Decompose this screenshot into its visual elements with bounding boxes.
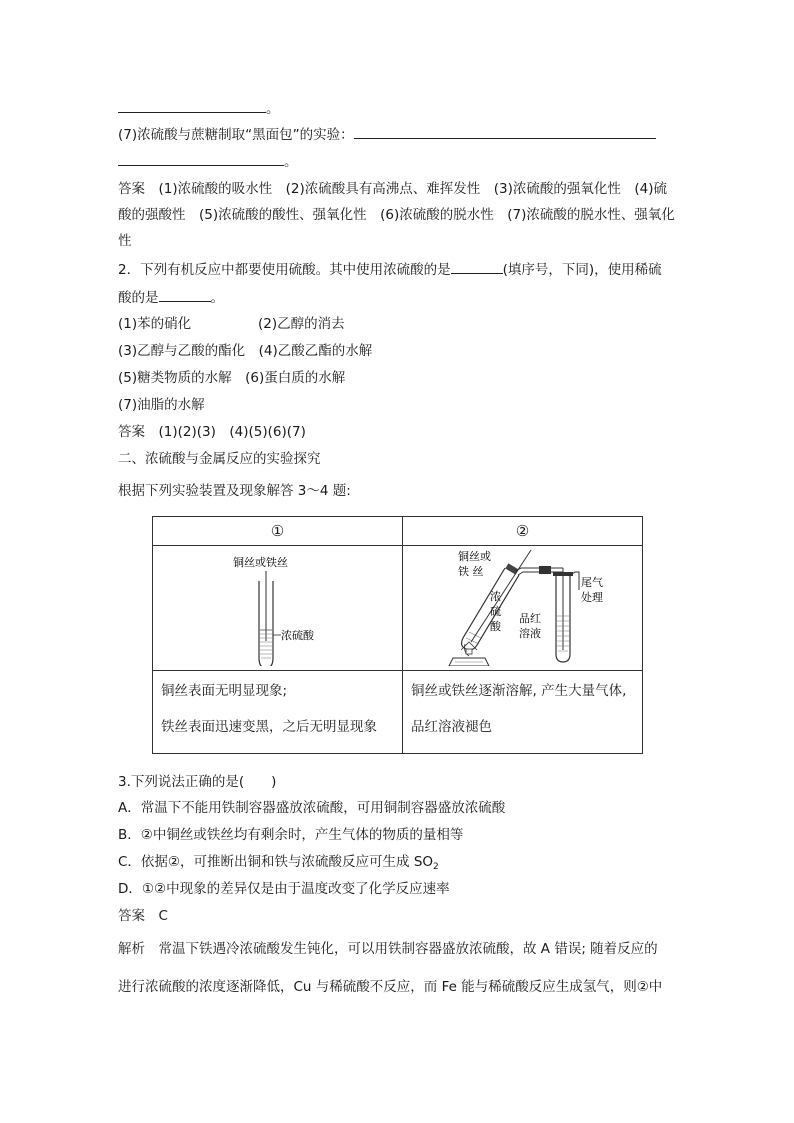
observation-2-line-b: 品红溶液褪色 [411,719,492,735]
option-c: C．依据②，可推断出铜和铁与浓硫酸反应可生成 $SO_2$ [118,854,439,872]
label-wire-a: 铜丝或 [458,550,491,563]
apparatus-2-cell [403,546,643,671]
answer-1-line-c: 性 [118,233,132,249]
explanation-line-2: 进行浓硫酸的浓度逐渐降低，Cu 与稀硫酸不反应，而 Fe 能与稀硫酸反应生成氢气，则②中 [118,979,663,995]
observation-1-line-b: 铁丝表面迅速变黑，之后无明显现象 [161,719,377,735]
table-header-2: ② [403,517,643,546]
line-blank-1: 。 [118,98,280,119]
question-2-options-3: (5)糖类物质的水解 (6)蛋白质的水解 [118,370,346,386]
observation-2-cell [403,671,643,754]
label-tail-b: 处理 [581,591,603,604]
option-b: B．②中铜丝或铁丝均有剩余时，产生气体的物质的量相等 [118,827,464,843]
answer-1-line-a: 答案 (1)浓硫酸的吸水性 (2)浓硫酸具有高沸点、难挥发性 (3)浓硫酸的强氧化性 (4)硫 [118,181,667,197]
label-acid-c: 酸 [490,620,501,633]
question-2-line-b: 酸的是 。 [118,287,224,308]
answer-blank[interactable] [159,287,211,302]
label-acid-b: 硫 [490,605,501,618]
label-wire-b: 铁 丝 [458,565,484,578]
answer-2: 答案 (1)(2)(3) (4)(5)(6)(7) [118,424,306,440]
question-2-options-2: (3)乙醇与乙酸的酯化 (4)乙酸乙酯的水解 [118,343,373,359]
label-wire: 铜丝或铁丝 [233,556,288,569]
observation-1-cell [153,671,403,754]
table-intro: 根据下列实验装置及现象解答 3～4 题: [118,483,351,499]
experiment-table [152,516,643,754]
apparatus-1-cell [153,546,403,671]
answer-blank[interactable] [118,151,284,166]
line-blank-3: 。 [118,151,298,172]
question-item-7: (7)浓硫酸与蔗糖制取“黑面包”的实验： [118,124,656,145]
stopper-icon [505,563,518,574]
answer-blank[interactable] [451,259,503,274]
question-2-options-1: (1)苯的硝化 (2)乙醇的消去 [118,316,345,332]
observation-1-line-a: 铜丝表面无明显现象; [161,683,288,699]
apparatus-1-figure [153,546,401,666]
answer-1-line-b: 酸的强酸性 (5)浓硫酸的酸性、强氧化性 (6)浓硫酸的脱水性 (7)浓硫酸的脱水性、强氧化 [118,207,675,223]
explanation-line-1: 解析 常温下铁遇冷浓硫酸发生钝化，可以用铁制容器盛放浓硫酸，故 A 错误; 随着反应的 [118,941,658,957]
option-d: D．①②中现象的差异仅是由于温度改变了化学反应速率 [118,881,450,897]
apparatus-2-figure [403,546,641,666]
option-a: A．常温下不能用铁制容器盛放浓硫酸，可用铜制容器盛放浓硫酸 [118,800,506,816]
alcohol-lamp-icon [449,642,489,666]
label-dye-b: 溶液 [519,627,541,640]
section-heading: 二、浓硫酸与金属反应的实验探究 [118,451,321,467]
label-acid-a: 浓 [490,590,501,603]
observation-2-line-a: 铜丝或铁丝逐渐溶解, 产生大量气体, [411,683,627,699]
answer-3: 答案 C [118,908,168,924]
label-tail-a: 尾气 [581,576,603,589]
table-header-1: ① [153,517,403,546]
answer-blank[interactable] [118,98,266,113]
connector-icon [539,566,551,574]
question-2-options-4: (7)油脂的水解 [118,397,205,413]
question-3: 3.下列说法正确的是( ) [118,774,277,790]
question-2-line-a: 2．下列有机反应中都要使用硫酸。其中使用浓硫酸的是 (填序号，下同)，使用稀硫 [118,259,662,280]
answer-blank[interactable] [354,124,656,139]
label-dye-a: 品红 [519,612,541,625]
label-acid: 浓硫酸 [281,629,314,642]
